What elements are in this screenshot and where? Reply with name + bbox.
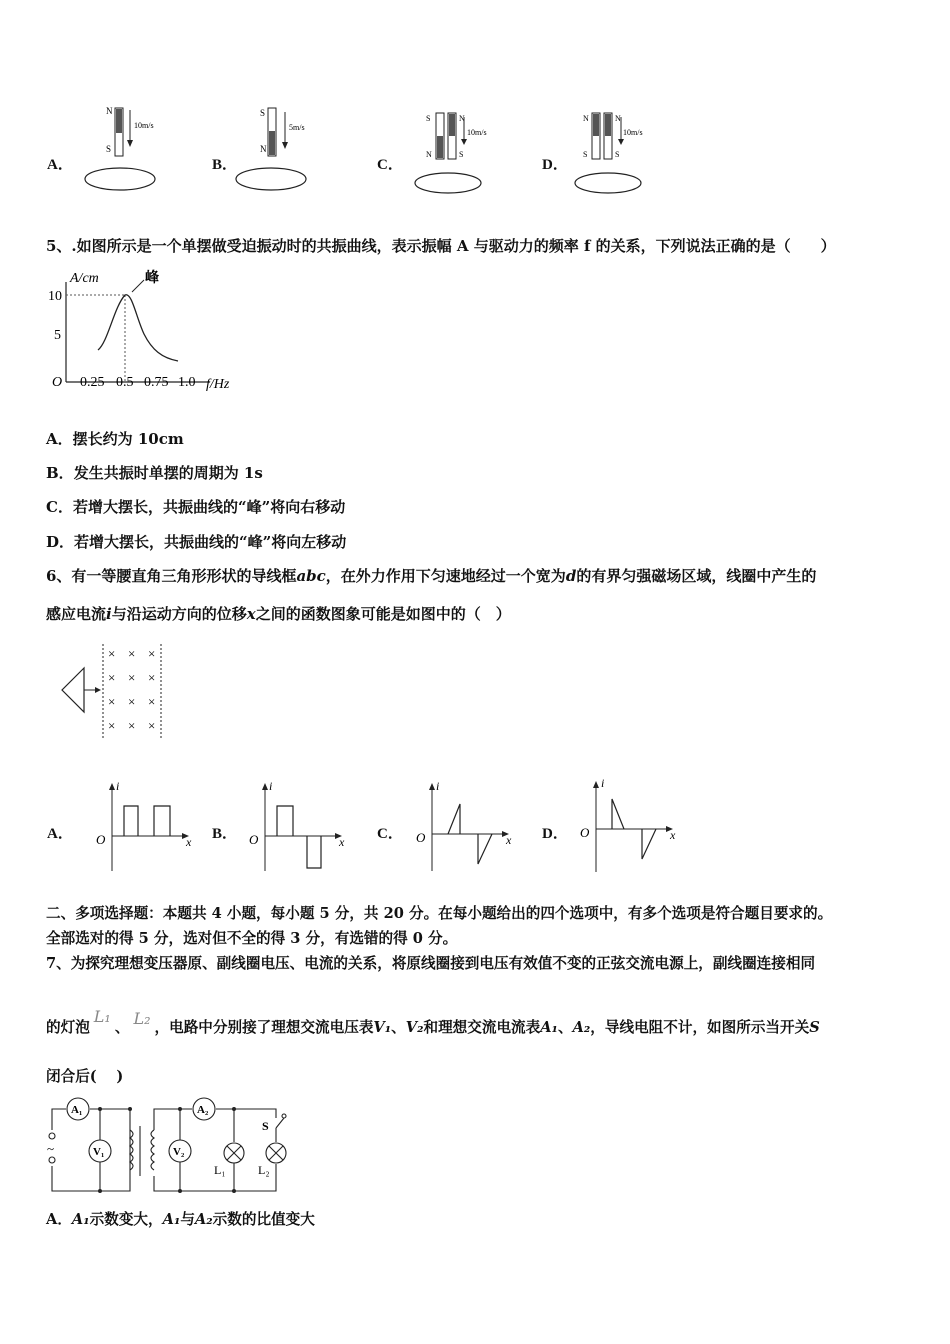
pole: N <box>459 114 465 123</box>
ytick-10: 10 <box>48 289 62 304</box>
svg-text:A₂: A₂ <box>197 1104 209 1116</box>
svg-text:i: i <box>436 779 440 793</box>
q6-option-d-letter[interactable]: D． <box>542 826 568 842</box>
coil-ring <box>415 173 481 193</box>
q6-stem-line1: 6、有一等腰直角三角形形状的导线框abc，在外力作用下匀速地经过一个宽为d的有界匀强磁场区域，线圈中产生的 <box>46 567 817 585</box>
svg-text:×: × <box>148 670 156 685</box>
pole: S <box>459 150 464 159</box>
q6-option-b-graph <box>245 776 355 876</box>
svg-text:×: × <box>128 694 136 709</box>
coil-ring <box>236 168 306 190</box>
q6-option-c-letter[interactable]: C． <box>377 826 403 842</box>
svg-text:i: i <box>269 779 273 793</box>
svg-text:i: i <box>601 776 605 790</box>
svg-text:×: × <box>108 718 116 733</box>
svg-text:L₁: L₁ <box>214 1163 226 1177</box>
q6-stem-line2: 感应电流i与沿运动方向的位移x之间的函数图象可能是如图中的（ ） <box>46 605 511 623</box>
q5-option-d[interactable]: D．若增大摆长，共振曲线的“峰”将向左移动 <box>46 533 347 551</box>
svg-text:x: x <box>339 835 345 849</box>
y-axis-label: A/cm <box>70 271 99 286</box>
svg-text:V₁: V₁ <box>93 1146 105 1158</box>
svg-text:×: × <box>108 646 116 661</box>
q7-circuit-diagram <box>40 1096 300 1196</box>
svg-text:O: O <box>96 832 106 847</box>
resonance-curve <box>98 295 178 361</box>
q4-option-a-figure <box>80 100 180 196</box>
q5-stem: 5、.如图所示是一个单摆做受迫振动时的共振曲线，表示振幅 A 与驱动力的频率 f 的关系，下列说法正确的是（ ） <box>46 237 836 255</box>
svg-text:×: × <box>148 694 156 709</box>
ytick-5: 5 <box>54 328 61 343</box>
xtick: 0.5 <box>116 375 134 390</box>
q5-option-c[interactable]: C．若增大摆长，共振曲线的“峰”将向右移动 <box>46 498 346 516</box>
svg-text:O: O <box>249 832 259 847</box>
svg-text:×: × <box>128 646 136 661</box>
origin-label: O <box>52 375 63 390</box>
section2-heading-line2: 全部选对的得 5 分，选对但不全的得 3 分，有选错的得 0 分。 <box>46 930 458 947</box>
svg-text:O: O <box>580 825 590 840</box>
q7-option-a[interactable]: A．A₁示数变大，A₁与A₂示数的比值变大 <box>46 1211 315 1228</box>
svg-text:V₂: V₂ <box>173 1146 185 1158</box>
svg-text:x: x <box>670 828 676 842</box>
q6-option-a-letter[interactable]: A． <box>47 826 73 842</box>
pole: S <box>583 150 588 159</box>
q4-option-d-figure <box>570 105 670 197</box>
svg-text:L₂: L₂ <box>258 1163 270 1177</box>
svg-text:O: O <box>416 830 426 845</box>
pole: N <box>615 114 621 123</box>
current-curve <box>277 806 321 868</box>
q6-magnetic-field-figure <box>58 642 178 742</box>
q7-stem-line3: 闭合后( ) <box>46 1068 124 1085</box>
svg-text:~: ~ <box>47 1141 55 1156</box>
q4-option-c-letter[interactable]: C． <box>377 157 403 173</box>
peak-label: 峰 <box>145 271 159 286</box>
q4-option-c-figure <box>410 105 510 197</box>
svg-text:×: × <box>148 646 156 661</box>
q5-option-b[interactable]: B．发生共振时单摆的周期为 1s <box>46 464 263 482</box>
q6-option-b-letter[interactable]: B． <box>212 826 238 842</box>
svg-text:×: × <box>108 670 116 685</box>
svg-text:x: x <box>506 833 512 847</box>
coil-ring <box>85 168 155 190</box>
q4-option-a-letter[interactable]: A． <box>47 157 73 173</box>
pole-bottom: N <box>260 144 267 154</box>
field-crosses <box>108 646 155 733</box>
svg-text:×: × <box>128 670 136 685</box>
secondary-coil <box>151 1130 154 1170</box>
speed-label: 10m/s <box>623 128 643 137</box>
q7-stem-line2: 的灯泡L₁、 L₂ ，电路中分别接了理想交流电压表V₁、V₂和理想交流电流表A₁、A₂，导线电阻不计，如图所示当开关S <box>46 1007 820 1036</box>
q4-option-d-letter[interactable]: D． <box>542 157 568 173</box>
speed-label: 10m/s <box>467 128 487 137</box>
bulb-l1-label: L₁ <box>93 1007 111 1026</box>
svg-text:i: i <box>116 779 120 793</box>
svg-text:S: S <box>262 1119 269 1133</box>
q6-option-c-graph <box>412 776 522 876</box>
triangle-loop <box>62 668 84 712</box>
svg-text:×: × <box>128 718 136 733</box>
svg-text:×: × <box>148 718 156 733</box>
speed-label: 5m/s <box>289 123 305 132</box>
pole-top: N <box>106 106 113 116</box>
x-axis-label: f/Hz <box>206 377 230 392</box>
xtick: 1.0 <box>178 375 196 390</box>
q5-resonance-graph <box>40 262 250 397</box>
q4-option-b-figure <box>235 100 335 196</box>
q4-option-b-letter[interactable]: B． <box>212 157 238 173</box>
q5-option-a[interactable]: A．摆长约为 10cm <box>46 430 184 448</box>
svg-text:×: × <box>108 694 116 709</box>
pole-top: S <box>260 108 266 118</box>
svg-text:x: x <box>186 835 192 849</box>
coil-ring <box>575 173 641 193</box>
bulb-l2-label: L₂ <box>133 1009 151 1028</box>
q6-option-a-graph <box>92 776 202 876</box>
pole: S <box>426 114 431 123</box>
pole: N <box>583 114 589 123</box>
speed-label: 10m/s <box>134 121 154 130</box>
q6-option-d-graph <box>576 772 686 876</box>
xtick: 0.75 <box>144 375 169 390</box>
section2-heading-line1: 二、多项选择题：本题共 4 小题，每小题 5 分，共 20 分。在每小题给出的四个选项中，有多个选项是符合题目要求的。 <box>46 905 833 922</box>
current-curve <box>124 806 170 836</box>
xtick: 0.25 <box>80 375 105 390</box>
svg-text:A₁: A₁ <box>71 1104 83 1116</box>
q7-stem-line1: 7、为探究理想变压器原、副线圈电压、电流的关系，将原线圈接到电压有效值不变的正弦交流电源上，副线圈连接相同 <box>46 955 816 972</box>
pole-bottom: S <box>106 144 112 154</box>
pole: N <box>426 150 432 159</box>
pole: S <box>615 150 620 159</box>
